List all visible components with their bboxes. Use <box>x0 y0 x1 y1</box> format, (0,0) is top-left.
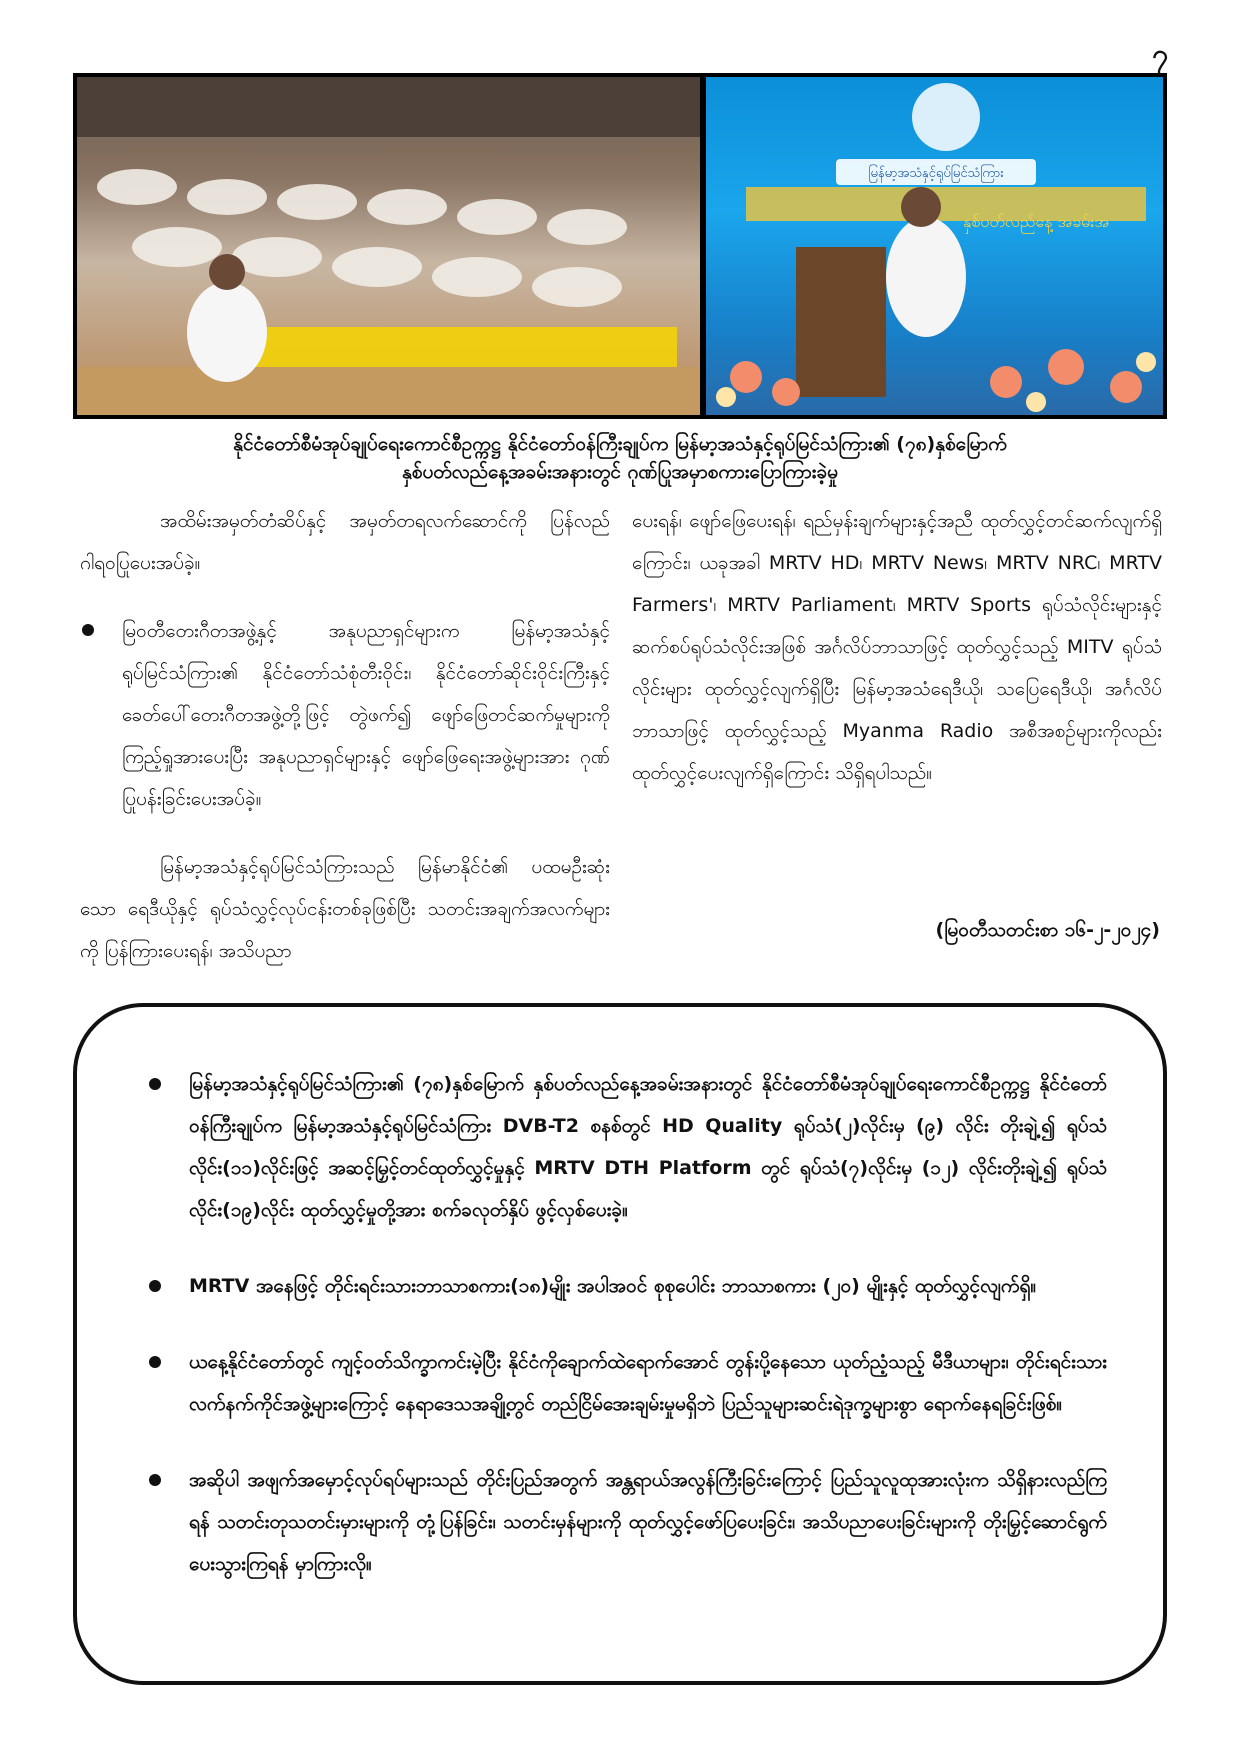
bullet-icon <box>149 1356 161 1368</box>
page-number: ၇ <box>1152 38 1168 71</box>
bullet-icon <box>82 624 94 636</box>
left-paragraph-2: မြဝတီတေးဂီတအဖွဲ့နှင့် အနုပညာရှင်များက မြန်မာ့အသံနှင့်ရုပ်မြင်သံကြား၏ နိုင်ငံတော်သံစုံတီးဝိုင်း၊ နိုင်ငံတော်ဆိုင်းဝိုင်းကြီးနှင့် ခေတ်ပေါ်တေးဂီတအဖွဲ့တို့ဖြင့် တွဲဖက်၍ ဖျော်ဖြေတင်ဆက်မှုများကို ကြည့်ရှုအားပေးပြီး အနုပညာရှင်များနှင့် ဖျော်ဖြေရေးအဖွဲ့များအား ဂုဏ်ပြုပန်းခြင်းပေးအပ်ခဲ့။ <box>122 620 610 810</box>
left-paragraph-3: မြန်မာ့အသံနှင့်ရုပ်မြင်သံကြားသည် မြန်မာနိုင်ငံ၏ ပထမဦးဆုံးသော ရေဒီယိုနှင့် ရုပ်သံလွှင့်လုပ်ငန်းတစ်ခုဖြစ်ပြီး သတင်းအချက်အလက်များကို ပြန်ကြားပေးရန်၊ အသိပညာ <box>80 856 610 962</box>
left-bullet-paragraph <box>80 610 610 820</box>
screen-text-line1: မြန်မာ့အသံနှင့်ရုပ်မြင်သံကြား <box>868 166 1004 181</box>
photo-audience <box>77 77 700 415</box>
caption-line-2: နှစ်ပတ်လည်နေ့အခမ်းအနားတွင် ဂုဏ်ပြုအမှာစကားပြောကြားခဲ့မှု <box>401 461 839 483</box>
audience-illustration <box>77 77 700 415</box>
right-column <box>632 500 1162 820</box>
photo-strip <box>73 73 1167 419</box>
summary-item-text: MRTV အနေဖြင့် တိုင်းရင်းသားဘာသာစကား(၁၈)မျိုး အပါအဝင် စုစုပေါင်း ဘာသာစကား (၂၀) မျိုးနှင့် ထုတ်လွှင့်လျက်ရှိ။ <box>189 1275 1037 1297</box>
bullet-icon <box>149 1078 161 1090</box>
stage-illustration <box>706 77 1163 415</box>
summary-item <box>147 1341 1107 1425</box>
left-paragraph-1: အထိမ်းအမှတ်တံဆိပ်နှင့် အမှတ်တရလက်ဆောင်ကို ပြန်လည်ဂါရဝပြုပေးအပ်ခဲ့။ <box>80 510 610 574</box>
bullet-icon <box>149 1474 161 1486</box>
news-source: (မြဝတီသတင်းစာ ၁၆-၂-၂၀၂၄) <box>935 919 1160 941</box>
summary-item-text: ယနေ့နိုင်ငံတော်တွင် ကျင့်ဝတ်သိက္ခာကင်းမဲ့ပြီး နိုင်ငံကိုချောက်ထဲရောက်အောင် တွန်းပို့နေသော ယုတ်ညံ့သည့် မီဒီယာများ၊ တိုင်းရင်းသားလက်နက်ကိုင်အဖွဲ့များကြောင့် နေရာဒေသအချို့တွင် တည်ငြိမ်အေးချမ်းမှုမရှိဘဲ ပြည်သူများဆင်းရဲဒုက္ခများစွာ ရောက်နေရခြင်းဖြစ်။ <box>189 1351 1107 1415</box>
right-paragraph-1: ပေးရန်၊ ဖျော်ဖြေပေးရန်၊ ရည်မှန်းချက်များနှင့်အညီ ထုတ်လွှင့်တင်ဆက်လျက်ရှိကြောင်း၊ ယခုအခါ MRTV HD၊ MRTV News၊ MRTV NRC၊ MRTV Farmers'၊ MRTV Parliament၊ MRTV Sports ရုပ်သံလိုင်းများနှင့် ဆက်စပ်ရုပ်သံလိုင်းအဖြစ် အင်္ဂလိပ်ဘာသာဖြင့် ထုတ်လွှင့်သည့် MITV ရုပ်သံလိုင်းများ ထုတ်လွှင့်လျက်ရှိပြီး မြန်မာ့အသံရေဒီယို၊ သပြေရေဒီယို၊ အင်္ဂလိပ်ဘာသာဖြင့် ထုတ်လွှင့်သည့် Myanma Radio အစီအစဉ်များကိုလည်း ထုတ်လွှင့်ပေးလျက်ရှိကြောင်း သိရှိရပါသည်။ <box>632 510 1162 784</box>
summary-item-text: မြန်မာ့အသံနှင့်ရုပ်မြင်သံကြား၏ (၇၈)နှစ်မြောက် နှစ်ပတ်လည်နေ့အခမ်းအနားတွင် နိုင်ငံတော်စီမံအုပ်ချုပ်ရေးကောင်စီဥက္ကဋ္ဌ နိုင်ငံတော်ဝန်ကြီးချုပ်က မြန်မာ့အသံနှင့်ရုပ်မြင်သံကြား DVB-T2 စနစ်တွင် HD Quality ရုပ်သံ(၂)လိုင်းမှ (၉) လိုင်း တိုးချဲ့၍ ရုပ်သံလိုင်း(၁၁)လိုင်းဖြင့် အဆင့်မြှင့်တင်ထုတ်လွှင့်မှုနှင့် MRTV DTH Platform တွင် ရုပ်သံ(၇)လိုင်းမှ (၁၂) လိုင်းတိုးချဲ့၍ ရုပ်သံလိုင်း(၁၉)လိုင်း ထုတ်လွှင့်မှုတို့အား စက်ခလုတ်နှိပ် ဖွင့်လှစ်ပေးခဲ့။ <box>189 1073 1107 1221</box>
summary-list <box>147 1063 1107 1619</box>
photo-caption <box>100 430 1140 486</box>
summary-item <box>147 1459 1107 1585</box>
left-column <box>80 500 610 998</box>
summary-item <box>147 1265 1107 1307</box>
photo-speaker <box>706 77 1163 415</box>
summary-item-text: အဆိုပါ အဖျက်အမှောင့်လုပ်ရပ်များသည် တိုင်းပြည်အတွက် အန္တရာယ်အလွန်ကြီးခြင်းကြောင့် ပြည်သူလူထုအားလုံးက သိရှိနားလည်ကြရန် သတင်းတုသတင်းမှားများကို တုံ့ပြန်ခြင်း၊ သတင်းမှန်များကို ထုတ်လွှင့်ဖော်ပြပေးခြင်း၊ အသိပညာပေးခြင်းများကို တိုးမြှင့်ဆောင်ရွက်ပေးသွားကြရန် မှာကြားလို။ <box>189 1469 1107 1575</box>
summary-box <box>73 1003 1167 1685</box>
screen-text-line2: နှစ်ပတ်လည်နေ့ အခမ်းအ <box>962 212 1110 231</box>
caption-line-1: နိုင်ငံတော်စီမံအုပ်ချုပ်ရေးကောင်စီဥက္ကဋ္ဌ နိုင်ငံတော်ဝန်ကြီးချုပ်က မြန်မာ့အသံနှင့်ရုပ်မြင်သံကြား၏ (၇၈)နှစ်မြောက် <box>233 433 1007 455</box>
bullet-icon <box>149 1280 161 1292</box>
summary-item <box>147 1063 1107 1231</box>
